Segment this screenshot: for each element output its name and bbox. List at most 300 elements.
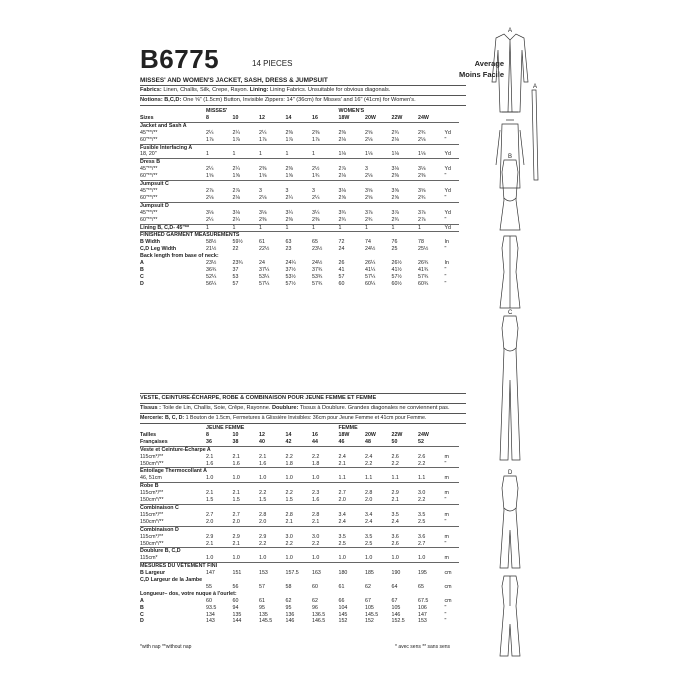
size-header-cell: 48 <box>365 439 392 446</box>
value-cell: 145 <box>338 611 348 618</box>
value-cell: 2.0 <box>365 497 392 504</box>
value-cell: 67 <box>391 597 398 604</box>
value-cell: 24½ <box>365 246 376 253</box>
value-cell: 146 <box>391 611 401 618</box>
value-cell: 1⅞ <box>233 137 260 144</box>
unit-cell: " <box>445 519 459 526</box>
section-label: C,D Largeur de la Jambe <box>140 577 203 584</box>
value-cell: 56¼ <box>206 280 217 287</box>
row-label: C,D Leg Width <box>140 246 177 253</box>
garment-illustrations <box>480 20 540 660</box>
value-cell: 1.0 <box>286 555 313 562</box>
value-cell: 2¼ <box>286 195 313 202</box>
value-cell: 1⅛ <box>365 151 392 158</box>
unit-cell: m <box>444 490 449 497</box>
value-cell: 53½ <box>285 273 296 280</box>
value-cell: 2.3 <box>312 490 320 497</box>
value-cell: 2.1 <box>392 497 419 504</box>
value-cell: 1.8 <box>312 461 339 468</box>
value-cell: 1.6 <box>233 461 260 468</box>
value-cell: 2¾ <box>418 195 445 202</box>
value-cell: 1.1 <box>418 475 445 482</box>
size-header-label: Sizes <box>140 115 206 122</box>
english-title: MISSES' AND WOMEN'S JACKET, SASH, DRESS & JUMPSUIT <box>140 77 328 84</box>
value-cell: 3.4 <box>365 511 373 518</box>
row-label: 60"**/** <box>140 137 206 144</box>
value-cell: 2.0 <box>206 519 233 526</box>
value-cell: 2¼ <box>206 217 233 224</box>
value-cell: 1⅞ <box>206 137 233 144</box>
value-cell: 2⅛ <box>206 195 233 202</box>
value-cell: 2.1 <box>206 490 214 497</box>
table-row <box>140 598 459 605</box>
jacket-back-figure <box>496 112 524 188</box>
value-cell: 23 <box>285 246 292 253</box>
value-cell: 1 <box>259 151 286 158</box>
table-spacer <box>140 108 206 115</box>
table-row <box>140 577 459 584</box>
row-label: 45"**/** <box>140 166 158 173</box>
unit-cell: " <box>445 461 459 468</box>
value-cell: 1.6 <box>206 461 233 468</box>
figure-label-c: C <box>508 310 513 316</box>
value-cell: 2.5 <box>365 541 392 548</box>
difficulty-fr: Moins Facile <box>458 70 504 79</box>
value-cell: 78 <box>418 239 424 246</box>
size-header-cell: 20W <box>365 115 392 122</box>
value-cell: 144 <box>232 618 242 625</box>
table-row <box>140 454 459 461</box>
figure-label-b: B <box>508 154 513 160</box>
row-label: D <box>140 280 144 287</box>
row-label: 45"**/** <box>140 129 158 136</box>
table-row <box>140 239 459 246</box>
size-group-1: JEUNE FEMME <box>206 425 245 431</box>
value-cell: 3⅝ <box>391 187 399 194</box>
value-cell: 2⅜ <box>418 173 445 180</box>
value-cell: 1⅞ <box>286 137 313 144</box>
value-cell: 2⅛ <box>418 137 445 144</box>
value-cell: 2¼ <box>312 195 339 202</box>
section-label: Fusible Interfacing A <box>140 144 193 151</box>
unit-cell: In <box>444 260 449 267</box>
notions-text: One ⅝" (1.5cm) Button, Invisible Zippers: 14" (36cm) for Misses' and 16" (41cm) for Women's. <box>181 97 416 103</box>
value-cell: 1.0 <box>206 475 233 482</box>
row-label: 60"**/** <box>140 173 206 180</box>
footnote-en: *with nap **without nap <box>140 644 192 650</box>
value-cell: 2.7 <box>418 541 445 548</box>
value-cell: 1⅛ <box>339 151 366 158</box>
value-cell: 1 <box>286 151 313 158</box>
size-header-cell: 40 <box>259 439 286 446</box>
value-cell: 1.0 <box>339 555 366 562</box>
value-cell: 26½ <box>391 260 402 267</box>
value-cell: 53 <box>232 273 239 280</box>
table-row <box>140 490 459 497</box>
value-cell: 2.8 <box>365 490 373 497</box>
notions-label: Notions: B,C,D: <box>140 97 182 103</box>
value-cell: 2.2 <box>312 541 339 548</box>
value-cell: 57½ <box>391 273 402 280</box>
table-row <box>140 274 459 281</box>
value-cell: 53¾ <box>312 273 323 280</box>
size-header-cell: 14 <box>286 115 313 122</box>
value-cell: 62 <box>365 583 371 590</box>
value-cell: 3¼ <box>312 209 320 216</box>
value-cell: 1.0 <box>418 555 445 562</box>
value-cell: 57¼ <box>365 273 376 280</box>
value-cell: 3.6 <box>418 533 426 540</box>
value-cell: 3⅝ <box>365 187 373 194</box>
unit-spacer <box>445 115 459 122</box>
value-cell: 105 <box>391 604 401 611</box>
value-cell: 64 <box>391 583 398 590</box>
value-cell: 41 <box>338 266 345 273</box>
value-cell: 2⅜ <box>312 217 339 224</box>
value-cell: 3¼ <box>285 209 293 216</box>
row-label: 18, 20" <box>140 151 206 158</box>
french-title: VESTE, CEINTURE-ÉCHARPE, ROBE & COMBINAISON POUR JEUNE FEMME ET FEMME <box>140 395 377 401</box>
value-cell: 2.2 <box>418 497 445 504</box>
doublure-label: Doublure: <box>271 405 299 411</box>
value-cell: 2.8 <box>259 511 267 518</box>
size-header-cell: 18W <box>339 115 366 122</box>
size-header-cell: 46 <box>339 439 366 446</box>
value-cell: 2.7 <box>206 511 214 518</box>
value-cell: 2⅜ <box>338 129 346 136</box>
value-cell: 1 <box>206 224 233 232</box>
size-header-cell: 8 <box>206 115 233 122</box>
value-cell: 67 <box>365 597 371 604</box>
table-row <box>140 151 459 158</box>
value-cell: 2.0 <box>259 519 286 526</box>
table-row <box>140 281 459 288</box>
value-cell: 1⅞ <box>259 137 286 144</box>
value-cell: 41¼ <box>365 266 376 273</box>
table-row <box>140 563 459 570</box>
size-group-2: FEMME <box>338 425 358 431</box>
value-cell: 1 <box>233 151 260 158</box>
table-row <box>140 541 459 548</box>
table-row <box>140 130 459 137</box>
value-cell: 2.8 <box>285 511 293 518</box>
size-header-cell: 52 <box>418 439 445 446</box>
section-label: Dress B <box>140 159 161 166</box>
pattern-code: B6775 <box>140 44 220 74</box>
value-cell: 62 <box>312 597 318 604</box>
value-cell: 1.0 <box>365 555 392 562</box>
unit-spacer <box>445 432 459 439</box>
value-cell: 2⅞ <box>418 217 445 224</box>
value-cell: 2¼ <box>206 166 214 173</box>
dress-b-back-figure <box>500 236 520 308</box>
value-cell: 57 <box>338 273 345 280</box>
value-cell: 58 <box>285 583 292 590</box>
fabrics-text: Linen, Challis, Silk, Crepe, Rayon. <box>161 87 250 93</box>
unit-cell: m <box>445 475 459 482</box>
tissus-label: Tissus : <box>140 405 162 411</box>
size-header-cell: 50 <box>392 439 419 446</box>
value-cell: 60 <box>338 280 345 287</box>
section-label: Jumpsuit D <box>140 202 169 209</box>
value-cell: 146 <box>285 618 295 625</box>
value-cell: 95 <box>259 604 265 611</box>
value-cell: 67.5 <box>418 597 429 604</box>
value-cell: 3.6 <box>391 533 399 540</box>
row-label: 150cm*/** <box>140 519 206 526</box>
tissus-line <box>140 405 450 412</box>
table-row <box>140 144 459 151</box>
value-cell: 3⅛ <box>259 209 267 216</box>
size-header-cell: 8 <box>206 431 209 438</box>
unit-cell: " <box>444 280 447 287</box>
value-cell: 1⅝ <box>286 173 313 180</box>
value-cell: 93.5 <box>206 604 217 611</box>
value-cell: 2.2 <box>285 453 293 460</box>
table-row <box>140 446 459 453</box>
size-group-1: MISSES' <box>206 108 228 114</box>
value-cell: 1⅝ <box>233 173 260 180</box>
value-cell: 41¾ <box>418 266 429 273</box>
value-cell: 3.5 <box>338 533 346 540</box>
value-cell: 1.0 <box>233 555 260 562</box>
table-row <box>140 483 459 490</box>
value-cell: 37 <box>232 266 239 273</box>
value-cell: 1 <box>392 224 419 232</box>
value-cell: 1 <box>418 224 445 232</box>
value-cell: 153 <box>418 618 427 625</box>
row-label: 46, 51cm <box>140 475 206 482</box>
unit-cell: cm <box>444 583 452 590</box>
table-row <box>140 591 459 598</box>
value-cell: 2⅝ <box>392 195 419 202</box>
value-cell: 1.0 <box>259 475 286 482</box>
value-cell: 1.6 <box>312 497 339 504</box>
value-cell: 3⅝ <box>418 187 426 194</box>
value-cell: 55 <box>206 583 212 590</box>
value-cell: 2⅞ <box>232 187 240 194</box>
unit-cell: Yd <box>444 166 451 173</box>
value-cell: 60 <box>232 597 239 604</box>
table-row <box>140 605 459 612</box>
value-cell: 24 <box>338 246 345 253</box>
value-cell: 3 <box>259 187 262 194</box>
size-header-cell: 14 <box>285 431 292 438</box>
value-cell: 1.0 <box>206 555 233 562</box>
value-cell: 152 <box>338 618 348 625</box>
value-cell: 3.4 <box>338 511 346 518</box>
fabrics-line <box>140 87 390 94</box>
value-cell: 2.1 <box>232 453 240 460</box>
value-cell: 2.1 <box>206 541 233 548</box>
value-cell: 2.6 <box>392 541 419 548</box>
value-cell: 2⅛ <box>365 173 392 180</box>
value-cell: 1 <box>233 224 260 232</box>
row-label: 115cm*/** <box>140 453 164 460</box>
mercerie-label: Mercerie: B, C, D: <box>140 415 185 421</box>
row-label: C <box>140 611 144 618</box>
unit-cell: " <box>444 611 447 618</box>
value-cell: 2.4 <box>339 519 366 526</box>
row-label: 150cm*/** <box>140 541 206 548</box>
jumpsuit-c-back-figure <box>500 388 520 508</box>
value-cell: 57½ <box>285 280 296 287</box>
row-label: C <box>140 273 144 280</box>
row-label: 115cm*/** <box>140 490 164 497</box>
value-cell: 2⅛ <box>339 173 366 180</box>
value-cell: 76 <box>391 239 398 246</box>
section-label: Jumpsuit C <box>140 181 169 188</box>
section-label: FINISHED GARMENT MEASUREMENTS <box>140 232 240 239</box>
unit-cell: " <box>445 217 459 224</box>
value-cell: 1.1 <box>392 475 419 482</box>
value-cell: 60¼ <box>365 280 376 287</box>
value-cell: 2.2 <box>418 461 445 468</box>
unit-cell: " <box>445 195 459 202</box>
value-cell: 134 <box>206 611 215 618</box>
table-row <box>140 137 459 144</box>
table-row <box>140 584 459 591</box>
value-cell: 104 <box>338 604 348 611</box>
row-label <box>140 584 206 591</box>
table-row <box>140 548 459 555</box>
value-cell: 3⅞ <box>391 209 399 216</box>
table-row <box>140 159 459 166</box>
table-row <box>140 555 459 562</box>
french-metrage-table <box>140 425 459 625</box>
divider <box>140 393 466 394</box>
size-header-cell: 12 <box>259 115 286 122</box>
value-cell: 3 <box>312 187 315 194</box>
value-cell: 61 <box>338 583 345 590</box>
difficulty-en: Average <box>474 59 504 68</box>
value-cell: 2.5 <box>339 541 366 548</box>
unit-cell: " <box>444 266 447 273</box>
value-cell: 2.1 <box>232 490 240 497</box>
size-header-label: Françaises <box>140 439 206 446</box>
value-cell: 2.9 <box>391 490 399 497</box>
value-cell: 1 <box>312 224 339 232</box>
size-header-cell: 24W <box>418 115 445 122</box>
row-label: 60"**/** <box>140 195 206 202</box>
row-label: A <box>140 260 144 267</box>
value-cell: 1¾ <box>312 173 339 180</box>
value-cell: 143 <box>206 618 215 625</box>
value-cell: 23½ <box>312 246 323 253</box>
divider <box>140 413 466 414</box>
size-group-2: WOMEN'S <box>338 108 365 114</box>
value-cell: 22 <box>232 246 239 253</box>
value-cell: 190 <box>391 570 401 577</box>
value-cell: 2.9 <box>206 533 214 540</box>
value-cell: 26¾ <box>418 260 429 267</box>
size-header-cell: 10 <box>233 115 260 122</box>
value-cell: 2⅜ <box>392 173 419 180</box>
value-cell: 2.0 <box>233 519 260 526</box>
value-cell: 65 <box>312 239 318 246</box>
value-cell: 2.6 <box>391 453 399 460</box>
unit-cell: " <box>444 618 447 625</box>
value-cell: 2½ <box>312 166 320 173</box>
value-cell: 1.5 <box>259 497 286 504</box>
value-cell: 2.0 <box>339 497 366 504</box>
size-header-cell: 36 <box>206 439 233 446</box>
value-cell: 1.6 <box>259 461 286 468</box>
value-cell: 2.2 <box>286 541 313 548</box>
value-cell: 2.1 <box>206 453 214 460</box>
section-label: Back length from base of neck: <box>140 253 219 260</box>
row-label: 45"**/** <box>140 187 158 194</box>
value-cell: 58½ <box>206 239 217 246</box>
section-label: Doublure B, C,D <box>140 548 181 555</box>
figure-label-a-sash: A <box>533 84 538 90</box>
size-header-cell: 12 <box>259 431 265 438</box>
value-cell: 3¾ <box>338 209 346 216</box>
section-label: Veste et Ceinture-Écharpe A <box>140 446 211 453</box>
value-cell: 145.5 <box>365 611 379 618</box>
value-cell: 3⅛ <box>418 166 426 173</box>
divider <box>140 423 466 424</box>
unit-cell: m <box>444 511 449 518</box>
table-row <box>140 173 459 180</box>
size-header-cell: 44 <box>312 439 339 446</box>
value-cell: 1 <box>339 224 366 232</box>
size-header-cell: 18W <box>338 431 350 438</box>
value-cell: 2.4 <box>392 519 419 526</box>
unit-cell: " <box>444 604 447 611</box>
value-cell: 3.0 <box>312 533 320 540</box>
unit-cell: " <box>445 541 459 548</box>
table-row <box>140 534 459 541</box>
table-row <box>140 497 459 504</box>
table-row <box>140 181 459 188</box>
value-cell: 57¾ <box>312 280 323 287</box>
value-cell: 1.0 <box>312 475 339 482</box>
jumpsuit-d-front-figure <box>500 476 520 568</box>
mercerie-text: 1 Bouton de 1.5cm, Fermetures à Glissière Invisibles: 36cm pour Jeune Femme et 41cm pour Femme. <box>184 415 427 421</box>
unit-spacer <box>445 439 459 446</box>
size-header-cell: 42 <box>286 439 313 446</box>
unit-cell: Yd <box>444 187 451 194</box>
value-cell: 61 <box>259 597 265 604</box>
value-cell: 96 <box>312 604 318 611</box>
value-cell: 2¾ <box>391 129 399 136</box>
value-cell: 2.2 <box>285 490 293 497</box>
row-label: 45"**/** <box>140 209 158 216</box>
value-cell: 151 <box>232 570 242 577</box>
table-spacer <box>140 425 206 432</box>
value-cell: 3 <box>285 187 289 194</box>
value-cell: 1⅝ <box>259 173 286 180</box>
value-cell: 106 <box>418 604 427 611</box>
value-cell: 135 <box>232 611 242 618</box>
row-label: 115cm* <box>140 555 206 562</box>
value-cell: 185 <box>365 570 374 577</box>
value-cell: 2⅜ <box>312 129 320 136</box>
value-cell: 22½ <box>259 246 270 253</box>
table-row <box>140 570 459 577</box>
unit-cell: m <box>444 533 449 540</box>
value-cell: 1 <box>206 151 233 158</box>
value-cell: 147 <box>418 611 427 618</box>
value-cell: 1⅝ <box>206 173 233 180</box>
value-cell: 2¼ <box>233 217 260 224</box>
value-cell: 63 <box>285 239 292 246</box>
value-cell: 146.5 <box>312 618 326 625</box>
table-row <box>140 512 459 519</box>
divider <box>140 105 466 106</box>
value-cell: 2⅜ <box>285 129 293 136</box>
